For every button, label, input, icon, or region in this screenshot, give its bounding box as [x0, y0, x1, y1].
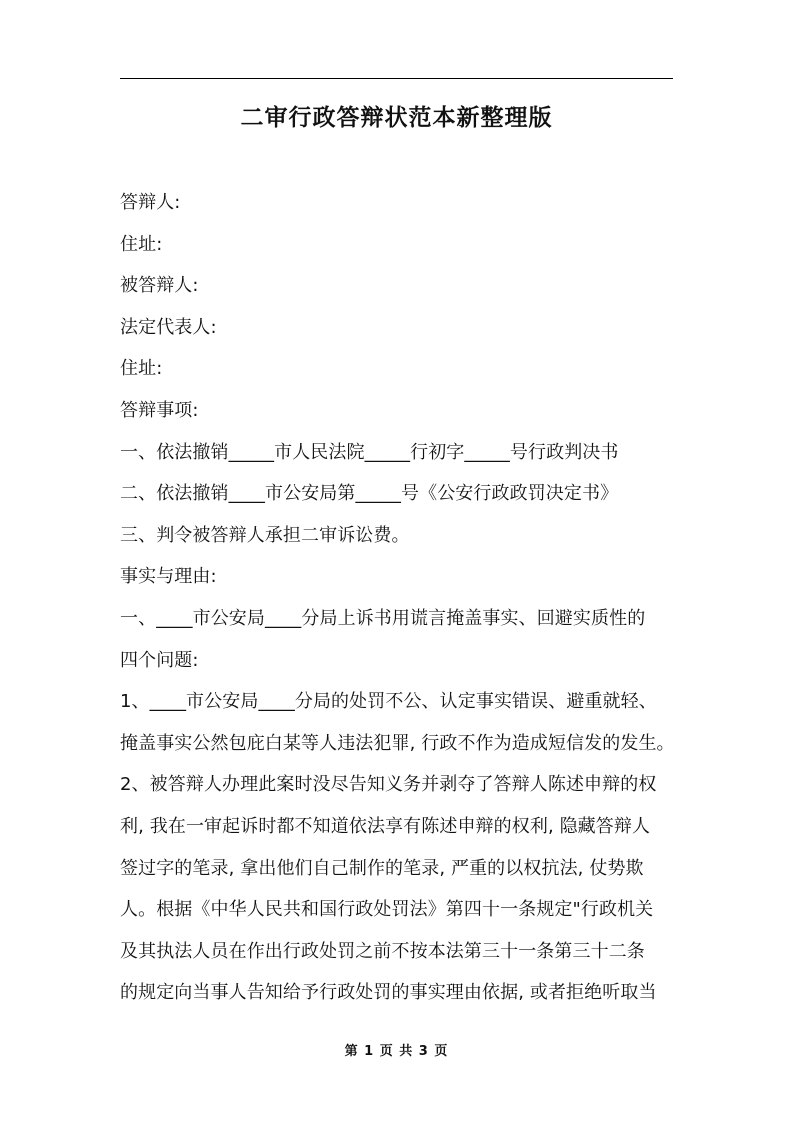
body-line: 利, 我在一审起诉时都不知道依法享有陈述申辩的权利, 隐藏答辩人: [120, 815, 651, 837]
body-line: 住址:: [120, 358, 163, 380]
header-rule: [120, 78, 673, 79]
document-title: 二审行政答辩状范本新整理版: [240, 105, 553, 131]
body-line: 2、被答辩人办理此案时没尽告知义务并剥夺了答辩人陈述申辩的权: [120, 774, 657, 796]
body-line: 三、判令被答辩人承担二审诉讼费。: [120, 524, 410, 546]
body-line: 答辩事项:: [120, 399, 199, 421]
body-line: 及其执法人员在作出行政处罚之前不按本法第三十一条第三十二条: [120, 940, 645, 962]
body-line: 签过字的笔录, 拿出他们自己制作的笔录, 严重的以权抗法, 仗势欺: [120, 857, 644, 879]
body-line: 法定代表人:: [120, 316, 217, 338]
body-line: 二、依法撤销____市公安局第_____号《公安行政政罚决定书》: [120, 483, 619, 505]
body-line: 的规定向当事人告知给予行政处罚的事实理由依据, 或者拒绝听取当: [120, 982, 657, 1004]
body-line: 住址:: [120, 233, 163, 255]
page-footer: 第 1 页 共 3 页: [344, 1044, 449, 1059]
body-line: 答辩人:: [120, 192, 181, 213]
body-line: 四个问题:: [120, 649, 199, 671]
body-line: 1、____市公安局____分局的处罚不公、认定事实错误、避重就轻、: [120, 691, 657, 713]
body-line: 人。根据《中华人民共和国行政处罚法》第四十一条规定"行政机关: [120, 899, 654, 921]
body-line: 事实与理由:: [120, 566, 217, 588]
body-line: 一、____市公安局____分局上诉书用谎言掩盖事实、回避实质性的: [120, 607, 646, 629]
body-line: 被答辩人:: [120, 275, 199, 297]
body-line: 掩盖事实公然包庇白某等人违法犯罪, 行政不作为造成短信发的发生。: [120, 732, 675, 754]
document-body: [120, 182, 685, 1014]
body-line: 一、依法撤销_____市人民法院_____行初字_____号行政判决书: [120, 441, 619, 463]
